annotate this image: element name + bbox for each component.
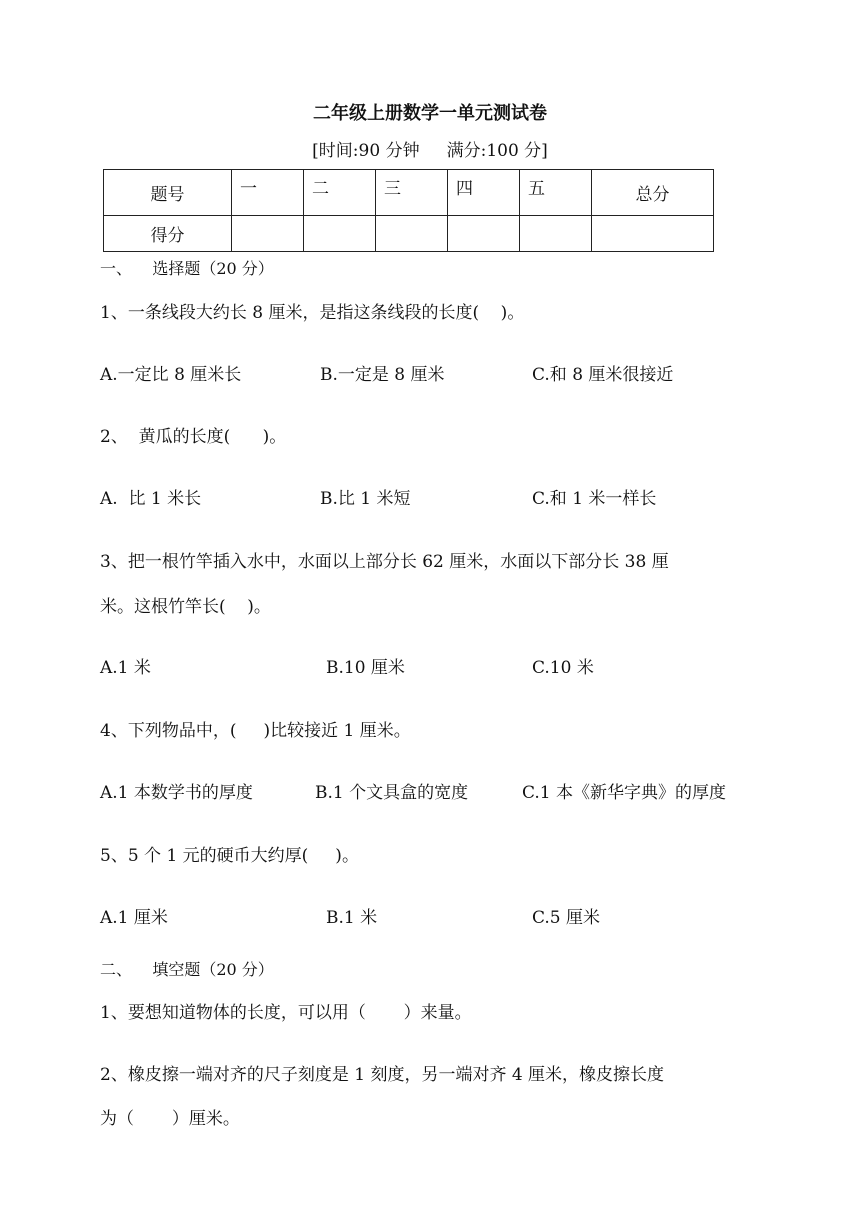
column-4: 四 <box>448 170 520 216</box>
column-2: 二 <box>304 170 376 216</box>
score-cell-total[interactable] <box>592 216 714 252</box>
exam-info: [时间:90 分钟 满分:100 分] <box>312 141 548 161</box>
option-1-4-a: A.1 本数学书的厚度 <box>100 783 253 803</box>
score-table <box>103 169 714 252</box>
score-cell-4[interactable] <box>448 216 520 252</box>
option-1-4-c: C.1 本《新华字典》的厚度 <box>522 783 727 803</box>
score-cell-3[interactable] <box>376 216 448 252</box>
option-1-1-c: C.和 8 厘米很接近 <box>532 365 674 385</box>
column-3: 三 <box>376 170 448 216</box>
option-1-1-b: B.一定是 8 厘米 <box>320 365 445 385</box>
option-1-5-a: A.1 厘米 <box>100 908 168 928</box>
option-1-5-b: B.1 米 <box>326 908 378 928</box>
question-1-3-line1: 3、把一根竹竿插入水中，水面以上部分长 62 厘米，水面以下部分长 38 厘 <box>100 552 669 572</box>
score-table-score-row <box>104 216 714 252</box>
question-2-2-line2: 为（ ）厘米。 <box>100 1109 240 1129</box>
section-heading-fill-in: 二、 填空题（20 分） <box>100 960 274 979</box>
question-1-5: 5、5 个 1 元的硬币大约厚( )。 <box>100 846 359 866</box>
question-1-4: 4、下列物品中，( )比较接近 1 厘米。 <box>100 721 411 741</box>
option-1-2-c: C.和 1 米一样长 <box>532 489 657 509</box>
page-title: 二年级上册数学一单元测试卷 <box>313 103 547 124</box>
question-number-label: 题号 <box>104 170 232 216</box>
option-1-5-c: C.5 厘米 <box>532 908 601 928</box>
score-label: 得分 <box>104 216 232 252</box>
question-2-2-line1: 2、橡皮擦一端对齐的尺子刻度是 1 刻度，另一端对齐 4 厘米，橡皮擦长度 <box>100 1065 665 1085</box>
question-1-1: 1、一条线段大约长 8 厘米，是指这条线段的长度( )。 <box>100 303 525 323</box>
column-1: 一 <box>232 170 304 216</box>
score-cell-5[interactable] <box>520 216 592 252</box>
question-1-3-line2: 米。这根竹竿长( )。 <box>100 597 271 617</box>
question-1-2: 2、 黄瓜的长度( )。 <box>100 427 287 447</box>
option-1-2-b: B.比 1 米短 <box>320 489 411 509</box>
total-label: 总分 <box>592 170 714 216</box>
option-1-4-b: B.1 个文具盒的宽度 <box>315 783 469 803</box>
option-1-3-b: B.10 厘米 <box>326 658 405 678</box>
option-1-1-a: A.一定比 8 厘米长 <box>100 365 242 385</box>
option-1-3-a: A.1 米 <box>100 658 151 678</box>
option-1-2-a: A. 比 1 米长 <box>100 489 202 509</box>
option-1-3-c: C.10 米 <box>532 658 594 678</box>
score-cell-2[interactable] <box>304 216 376 252</box>
score-cell-1[interactable] <box>232 216 304 252</box>
question-2-1: 1、要想知道物体的长度，可以用（ ）来量。 <box>100 1003 472 1023</box>
score-table-header-row <box>104 170 714 216</box>
section-heading-choice: 一、 选择题（20 分） <box>100 259 274 278</box>
column-5: 五 <box>520 170 592 216</box>
